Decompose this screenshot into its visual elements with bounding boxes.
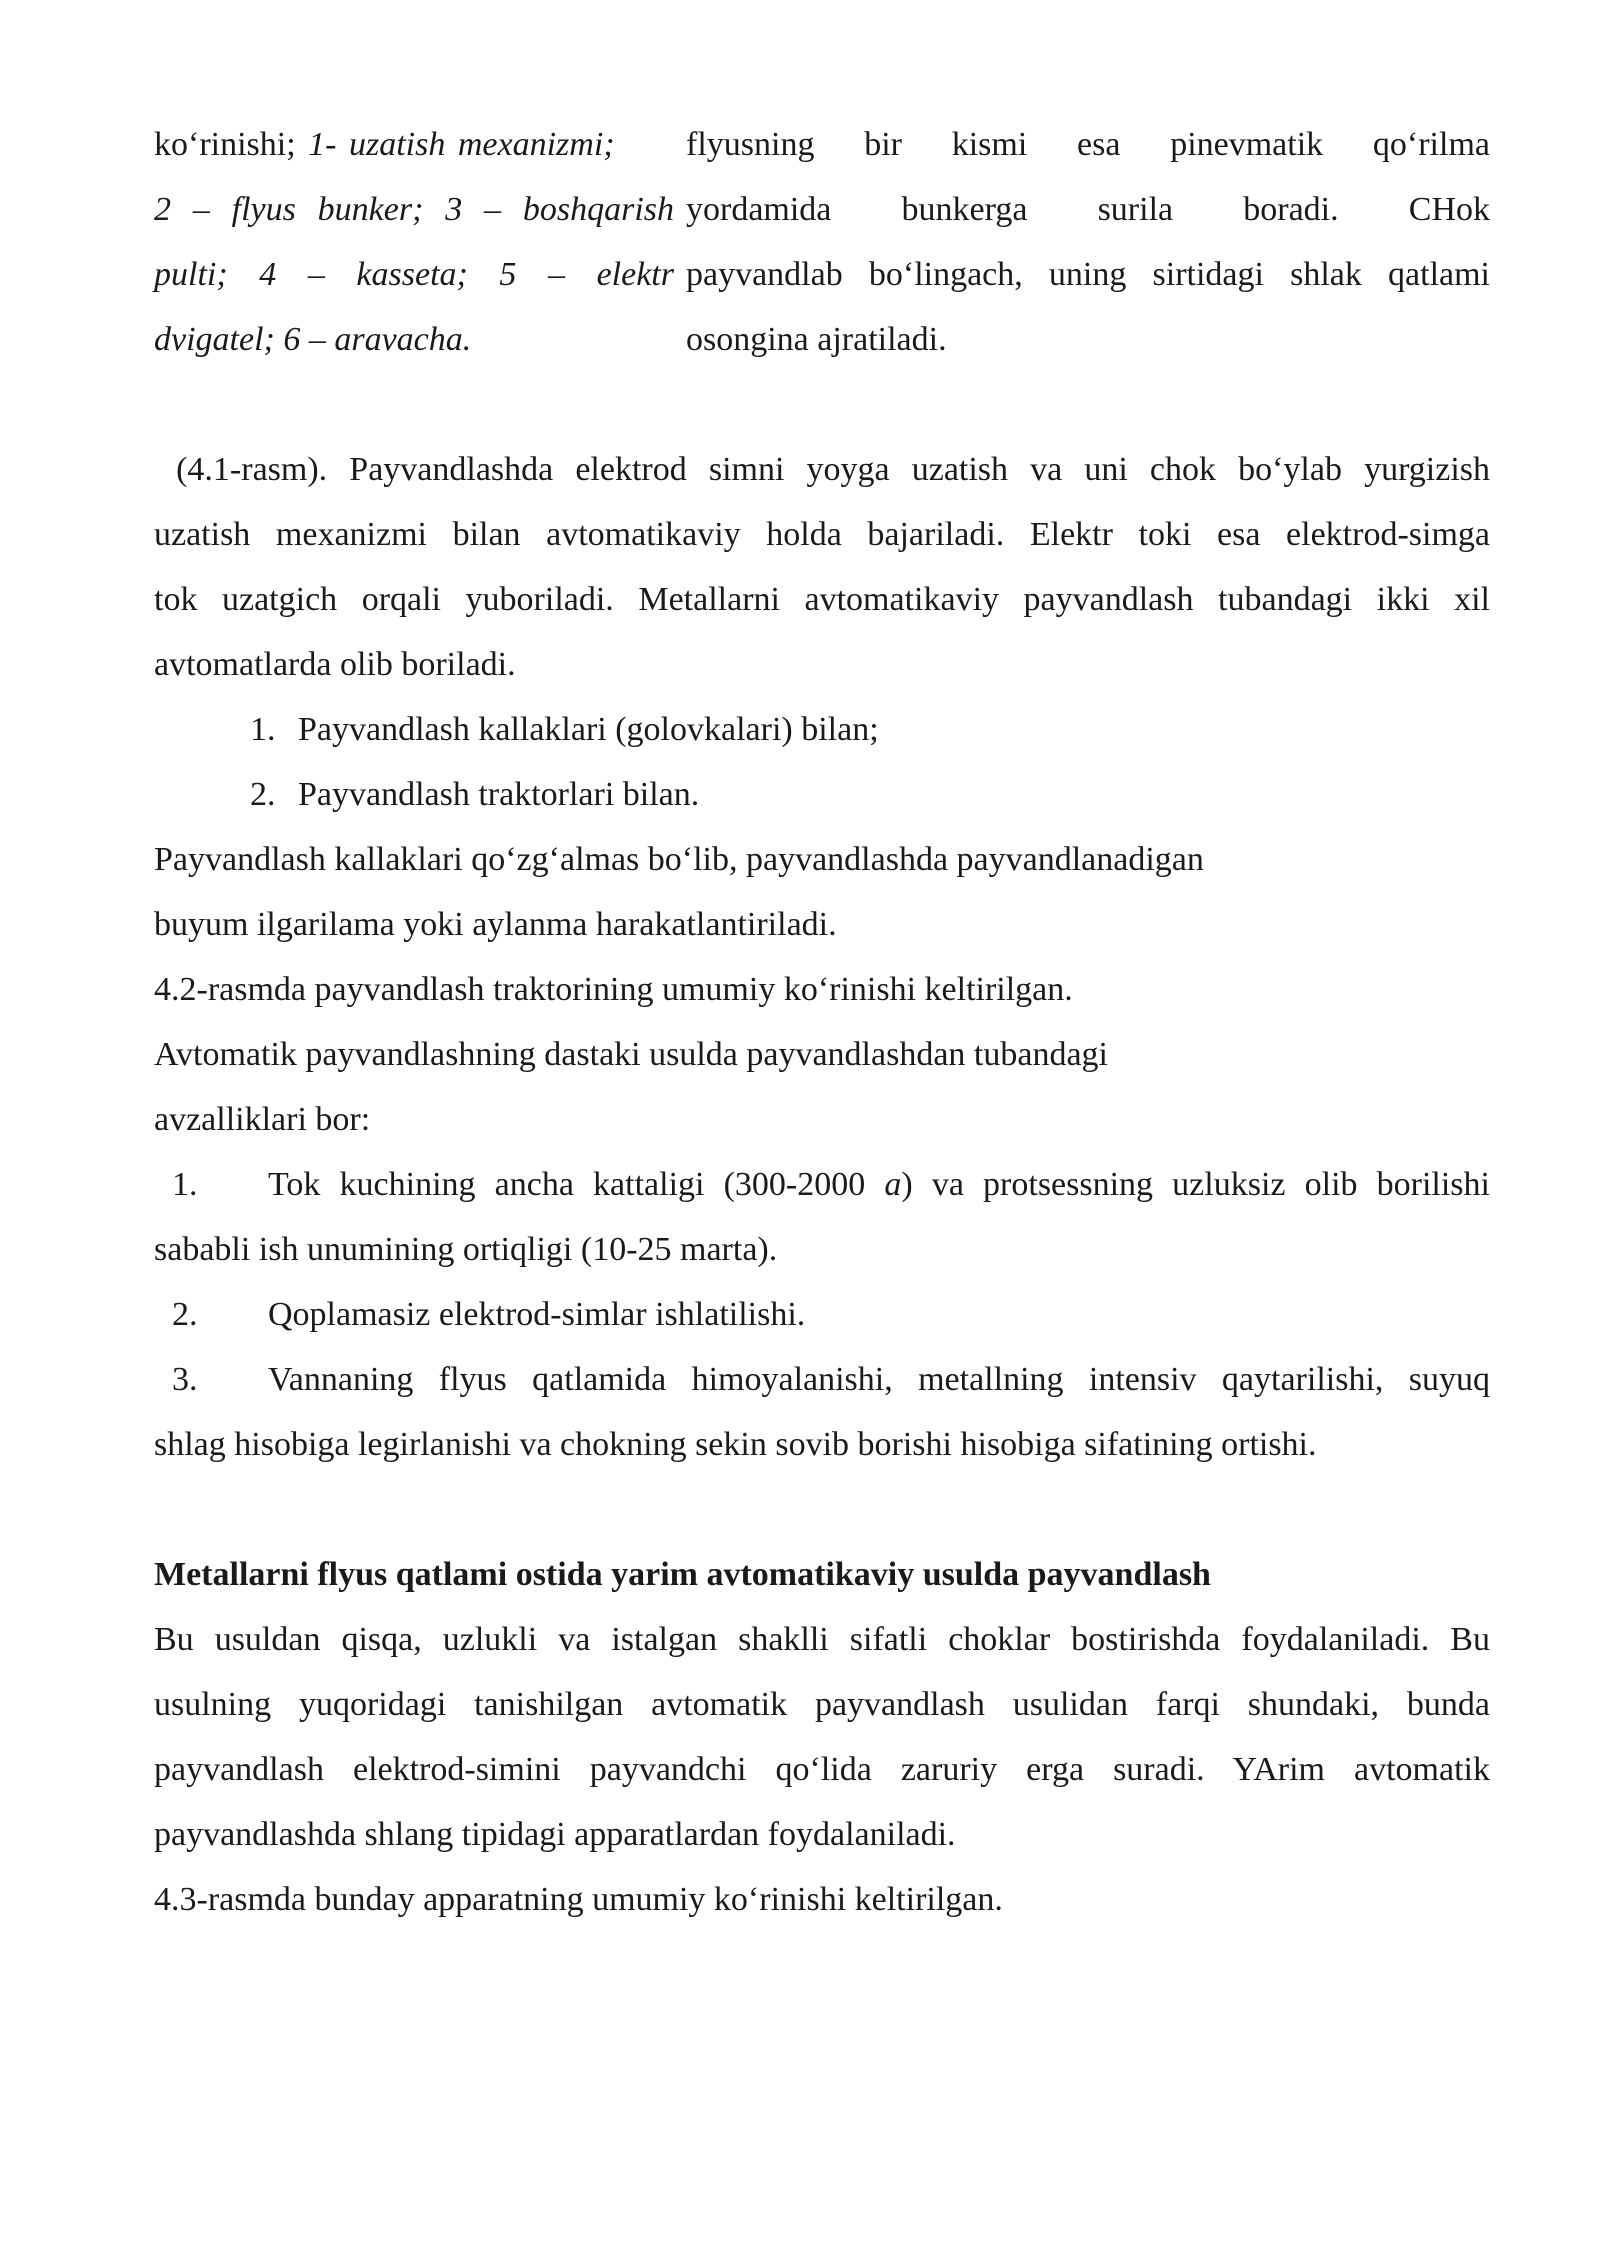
list-item-text: ) va protsessning uzluksiz olib borilishi <box>901 1166 1490 1203</box>
caption-line: osongina ajratiladi. <box>686 321 947 358</box>
caption-line: 2 – flyus bunker; 3 – boshqarish <box>154 191 674 228</box>
text-line: avtomatlarda olib boriladi. <box>154 646 516 683</box>
caption-line <box>154 112 674 177</box>
text-line: buyum ilgarilama yoki aylanma harakatlantiriladi. <box>154 906 837 943</box>
text-line: shlag hisobiga legirlanishi va chokning sekin sovib borishi hisobiga sifatining ortishi. <box>154 1426 1317 1463</box>
text-line: Avtomatik payvandlashning dastaki usulda payvandlashdan tubandagi <box>154 1036 1108 1073</box>
list-number: 1. <box>172 1166 198 1203</box>
numbered-list-2 <box>154 1152 1490 1477</box>
list-item-text: Qoplamasiz elektrod-simlar ishlatilishi. <box>268 1296 806 1333</box>
list-item <box>154 1282 1490 1347</box>
list-item-text: Payvandlash kallaklari (golovkalari) bilan; <box>298 711 879 748</box>
text-line: avzalliklari bor: <box>154 1101 371 1138</box>
list-number: 2. <box>172 1296 198 1333</box>
paragraph-1 <box>154 437 1490 697</box>
text-line: tok uzatgich orqali yuboriladi. Metallarni avtomatikaviy payvandlash tubandagi ikki xil <box>154 581 1490 618</box>
text-line: (4.1-rasm). Payvandlashda elektrod simni yoyga uzatish va uni chok bo‘ylab yurgizish <box>154 451 1490 488</box>
text-line: payvandlash elektrod-simini payvandchi qo‘lida zaruriy erga suradi. YArim avtomatik <box>154 1751 1490 1788</box>
text-line: 4.2-rasmda payvandlash traktorining umumiy ko‘rinishi keltirilgan. <box>154 971 1073 1008</box>
list-item <box>154 1347 1490 1477</box>
text-line: sababli ish unumining ortiqligi (10-25 marta). <box>154 1231 778 1268</box>
caption-line: flyusning bir kismi esa pinevmatik qo‘rilma <box>686 126 1490 163</box>
unit-text: a <box>884 1166 902 1203</box>
text-line: 4.3-rasmda bunday apparatning umumiy ko‘rinishi keltirilgan. <box>154 1881 1003 1918</box>
text-line <box>154 1152 1490 1217</box>
text-line: Payvandlash kallaklari qo‘zg‘almas bo‘lib, payvandlashda payvandlanadigan <box>154 841 1204 878</box>
section-heading: Metallarni flyus qatlami ostida yarim avtomatikaviy usulda payvandlash <box>154 1556 1211 1593</box>
caption-text <box>154 126 615 163</box>
text-line: Bu usuldan qisqa, uzlukli va istalgan shaklli sifatli choklar bostirishda foydalaniladi. Bu <box>154 1621 1490 1658</box>
list-item <box>250 762 1490 827</box>
list-number: 2. <box>250 776 276 813</box>
text-line: payvandlashda shlang tipidagi apparatlardan foydalaniladi. <box>154 1816 956 1853</box>
paragraph-3 <box>154 1607 1490 1932</box>
list-number: 3. <box>172 1361 198 1398</box>
caption-text-plain: ko‘rinishi; <box>154 126 309 163</box>
text-line <box>154 1347 1490 1412</box>
figure-caption-left <box>154 112 674 372</box>
caption-line: payvandlab bo‘lingach, uning sirtidagi shlak qatlami <box>686 256 1490 293</box>
list-item-text: Tok kuchining ancha kattaligi (300-2000 <box>268 1166 885 1203</box>
caption-line: pulti; 4 – kasseta; 5 – elektr <box>154 256 674 293</box>
list-number: 1. <box>250 711 276 748</box>
paragraph-2 <box>154 827 1490 1152</box>
figure-caption-right <box>686 112 1490 372</box>
list-item <box>154 1152 1490 1282</box>
caption-line: dvigatel; 6 – aravacha. <box>154 321 472 358</box>
list-item-text: Vannaning flyus qatlamida himoyalanishi, metallning intensiv qaytarilishi, suyuq <box>268 1361 1490 1398</box>
text-line: uzatish mexanizmi bilan avtomatikaviy holda bajariladi. Elektr toki esa elektrod-simga <box>154 516 1490 553</box>
text-line <box>154 1282 1490 1347</box>
list-item <box>250 697 1490 762</box>
caption-text-italic: 1- uzatish mexanizmi; <box>308 126 615 163</box>
caption-line: yordamida bunkerga surila boradi. CHok <box>686 191 1490 228</box>
list-item-text: Payvandlash traktorlari bilan. <box>298 776 700 813</box>
numbered-list-1 <box>154 697 1490 827</box>
text-line: usulning yuqoridagi tanishilgan avtomatik payvandlash usulidan farqi shundaki, bunda <box>154 1686 1490 1723</box>
